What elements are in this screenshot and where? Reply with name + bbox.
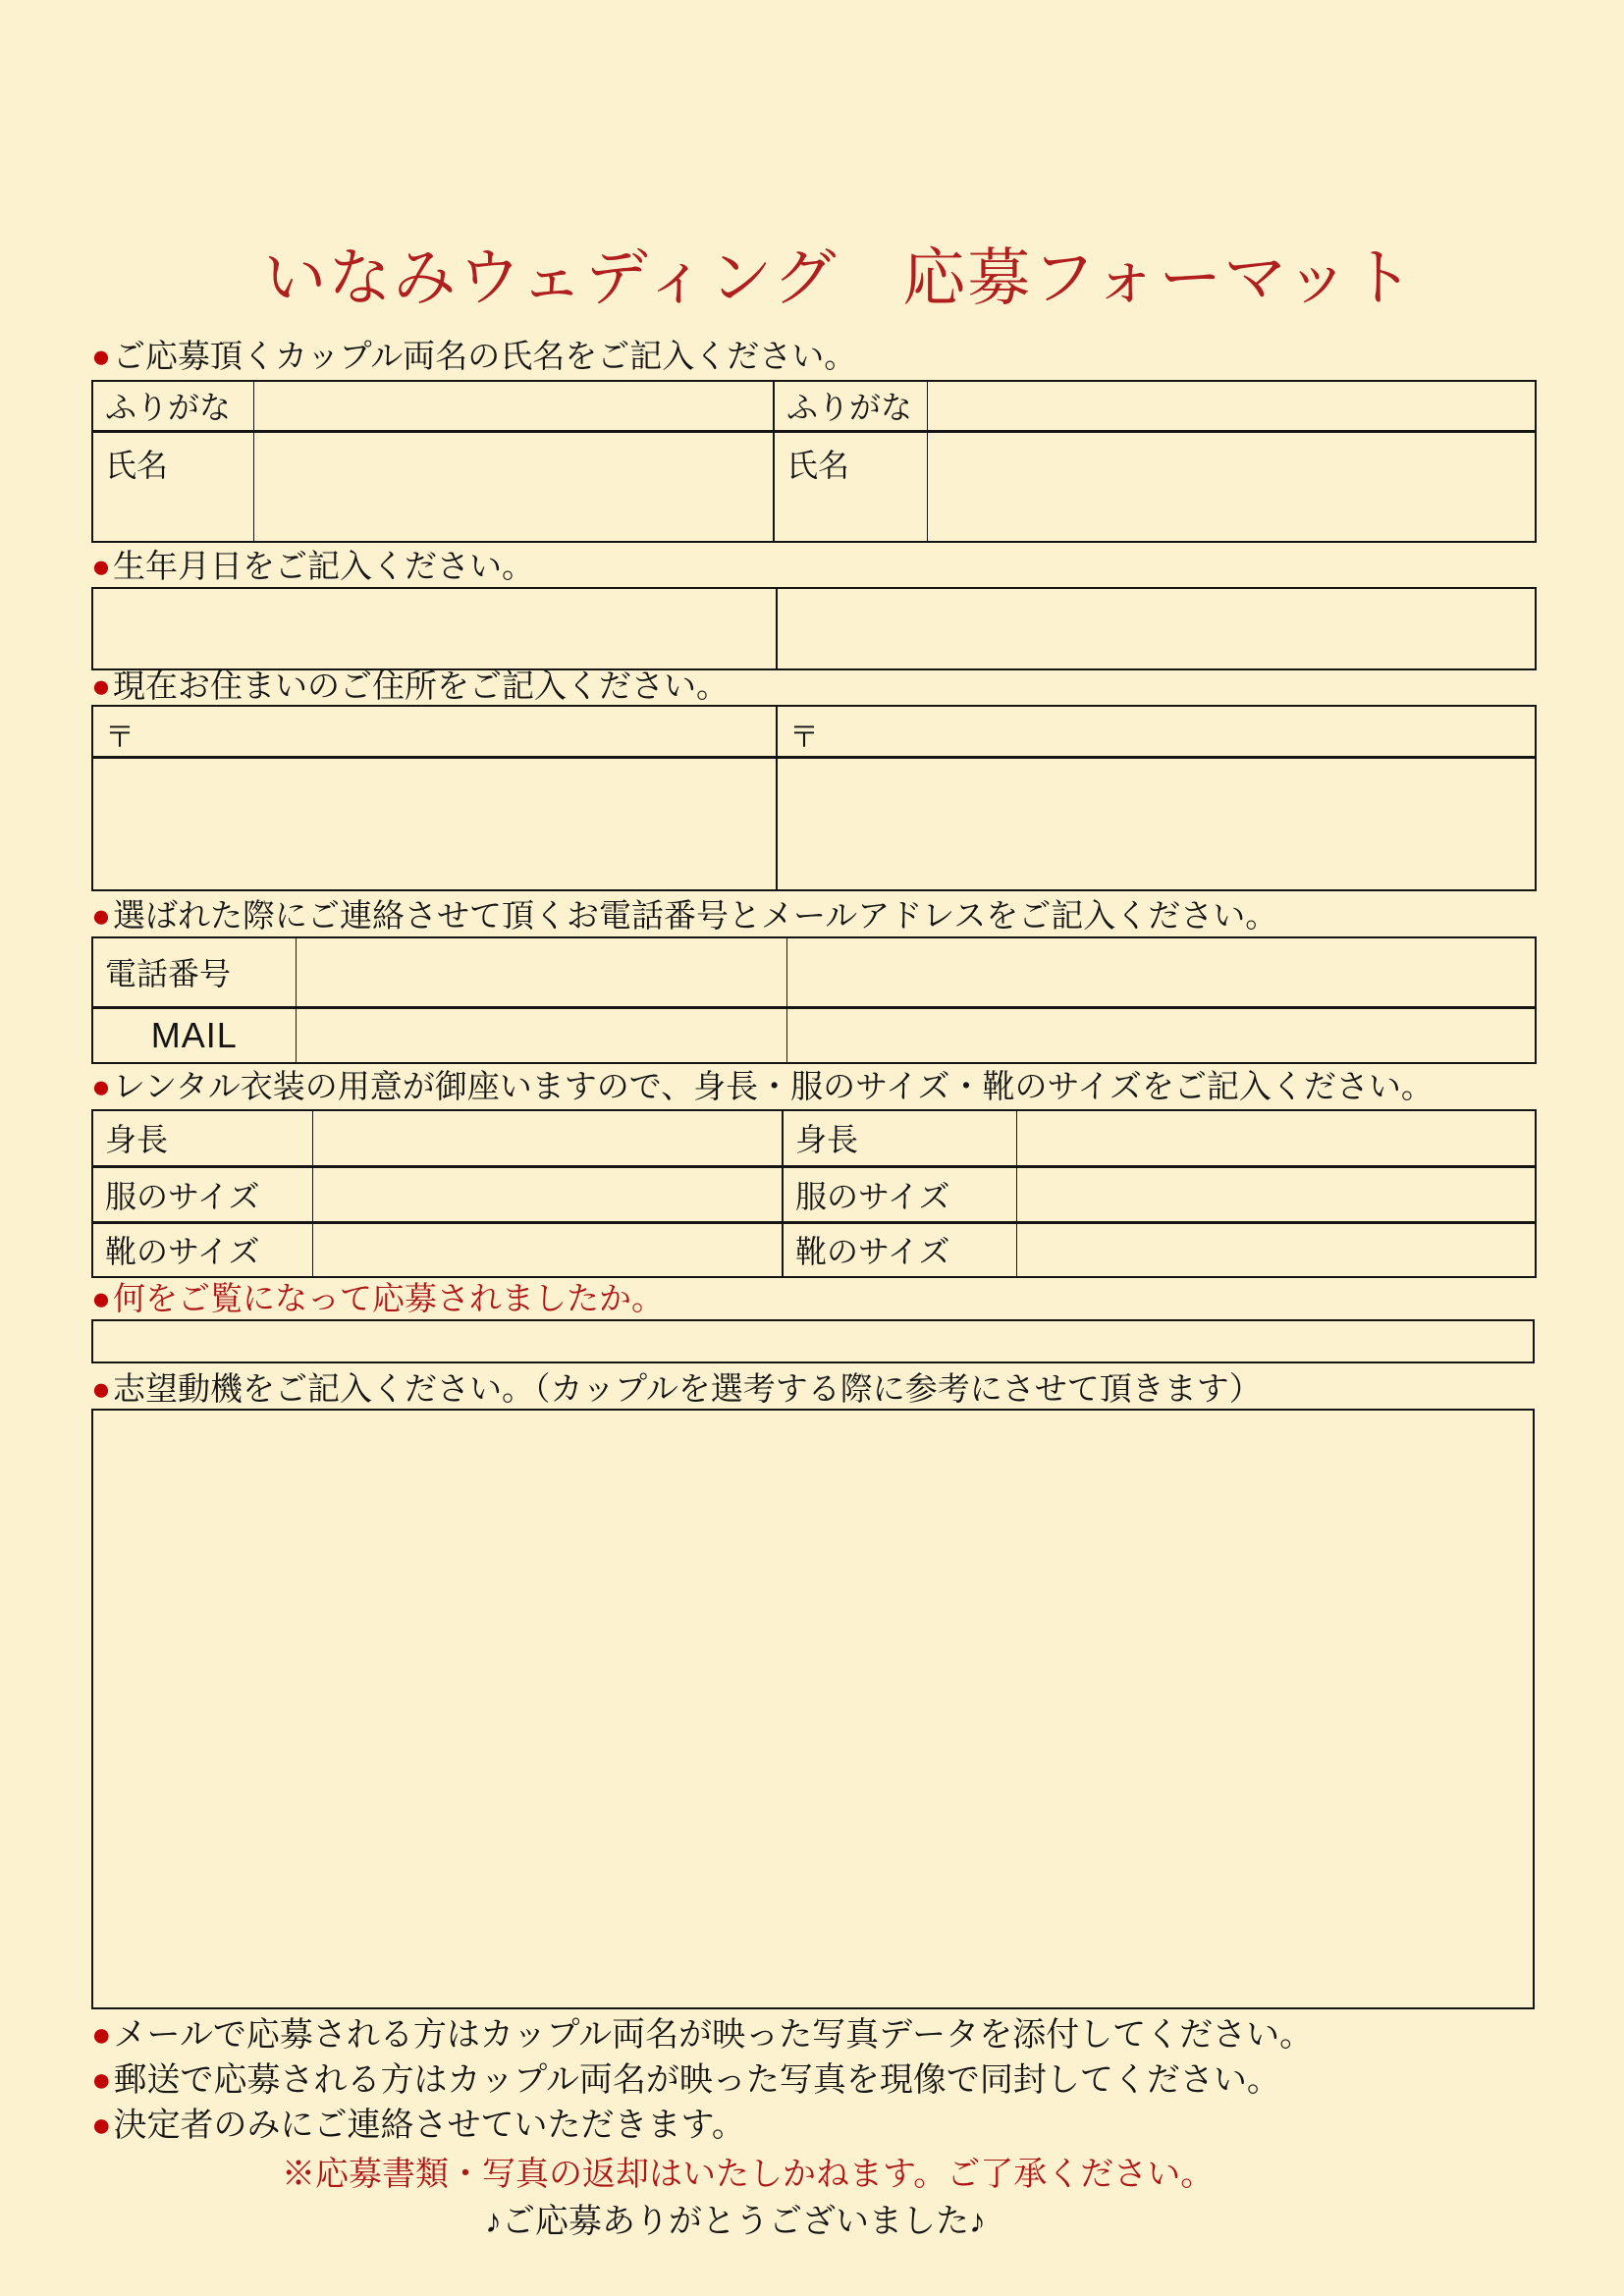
- shoe-size-input-right[interactable]: [1016, 1222, 1536, 1277]
- phone-input-left[interactable]: [296, 937, 786, 1007]
- bullet-icon: ●: [91, 897, 111, 934]
- shoe-size-input-left[interactable]: [312, 1222, 783, 1277]
- page-title: いなみウェディング 応募フォーマット: [263, 242, 1416, 313]
- motivation-input-box[interactable]: [91, 1409, 1535, 2009]
- section-heading-names-text: ご応募頂くカップル両名の氏名をご記入ください。: [112, 338, 857, 374]
- bullet-icon: ●: [91, 548, 111, 584]
- mail-label: MAIL: [92, 1007, 296, 1063]
- address-input-right[interactable]: [777, 758, 1536, 890]
- address-input-left[interactable]: [92, 758, 777, 890]
- bullet-icon: ●: [91, 1280, 111, 1316]
- furigana-label-right: ふりがな: [774, 381, 927, 431]
- section-heading-contact: [91, 895, 1277, 935]
- bullet-icon: ●: [91, 1370, 111, 1407]
- bullet-icon: ●: [91, 1068, 111, 1104]
- name-label-right: 氏名: [774, 431, 927, 542]
- mail-input-right[interactable]: [786, 1007, 1536, 1063]
- bullet-icon: ●: [91, 2061, 112, 2099]
- name-label-left: 氏名: [92, 431, 253, 542]
- height-input-left[interactable]: [312, 1110, 783, 1166]
- section-heading-referral: [91, 1278, 664, 1318]
- section-heading-address-text: 現在お住まいのご住所をご記入ください。: [112, 667, 729, 704]
- clothes-size-input-left[interactable]: [312, 1166, 783, 1222]
- note-line-post-text: 郵送で応募される方はカップル両名が映った写真を現像で同封してください。: [113, 2061, 1280, 2099]
- section-heading-sizes-text: レンタル衣装の用意が御座いますので、身長・服のサイズ・靴のサイズをご記入ください。: [112, 1068, 1434, 1104]
- section-heading-address: [91, 666, 729, 706]
- section-heading-birthday: [91, 546, 534, 586]
- birthday-table: [91, 587, 1537, 670]
- bullet-icon: ●: [91, 338, 111, 374]
- phone-label: 電話番号: [92, 937, 296, 1007]
- height-label-left: 身長: [92, 1110, 312, 1166]
- note-line-post: [91, 2057, 1313, 2103]
- shoe-size-label-left: 靴のサイズ: [92, 1222, 312, 1277]
- contact-table: [91, 936, 1537, 1064]
- bullet-icon: ●: [91, 2107, 112, 2144]
- section-heading-names: [91, 336, 856, 376]
- section-heading-motivation: [91, 1368, 1262, 1409]
- name-input-left[interactable]: [253, 431, 774, 542]
- section-heading-motivation-text: 志望動機をご記入ください。（カップルを選考する際に参考にさせて頂きます）: [112, 1370, 1262, 1407]
- referral-input-box[interactable]: [91, 1319, 1535, 1363]
- furigana-label-left: ふりがな: [92, 381, 253, 431]
- note-line-mail: [91, 2012, 1313, 2057]
- postal-mark-icon: 〒: [789, 721, 819, 754]
- bullet-icon: ●: [91, 667, 111, 704]
- phone-input-right[interactable]: [786, 937, 1536, 1007]
- names-table: [91, 380, 1537, 543]
- no-return-warning: ※応募書類・写真の返却はいたしかねます。ご了承ください。: [282, 2156, 1215, 2193]
- birthday-input-left[interactable]: [92, 588, 777, 669]
- postal-mark-icon: 〒: [105, 721, 135, 754]
- footer-notes: [91, 2012, 1313, 2148]
- postal-code-cell-right[interactable]: [777, 706, 1536, 758]
- section-heading-contact-text: 選ばれた際にご連絡させて頂くお電話番号とメールアドレスをご記入ください。: [112, 897, 1278, 934]
- bullet-icon: ●: [91, 2016, 112, 2054]
- section-heading-birthday-text: 生年月日をご記入ください。: [112, 548, 534, 584]
- clothes-size-label-right: 服のサイズ: [783, 1166, 1016, 1222]
- section-heading-referral-text: 何をご覧になって応募されましたか。: [112, 1280, 664, 1316]
- mail-input-left[interactable]: [296, 1007, 786, 1063]
- furigana-input-left[interactable]: [253, 381, 774, 431]
- thank-you-message: ♪ご応募ありがとうございました♪: [485, 2203, 986, 2240]
- note-line-contact-text: 決定者のみにご連絡させていただきます。: [113, 2107, 745, 2144]
- postal-code-cell-left[interactable]: [92, 706, 777, 758]
- height-input-right[interactable]: [1016, 1110, 1536, 1166]
- clothes-size-label-left: 服のサイズ: [92, 1166, 312, 1222]
- note-line-contact: [91, 2103, 1313, 2148]
- section-heading-sizes: [91, 1066, 1434, 1106]
- clothes-size-input-right[interactable]: [1016, 1166, 1536, 1222]
- sizes-table: [91, 1109, 1537, 1278]
- furigana-input-right[interactable]: [927, 381, 1536, 431]
- name-input-right[interactable]: [927, 431, 1536, 542]
- height-label-right: 身長: [783, 1110, 1016, 1166]
- shoe-size-label-right: 靴のサイズ: [783, 1222, 1016, 1277]
- address-table: [91, 705, 1537, 891]
- birthday-input-right[interactable]: [777, 588, 1536, 669]
- note-line-mail-text: メールで応募される方はカップル両名が映った写真データを添付してください。: [113, 2016, 1314, 2054]
